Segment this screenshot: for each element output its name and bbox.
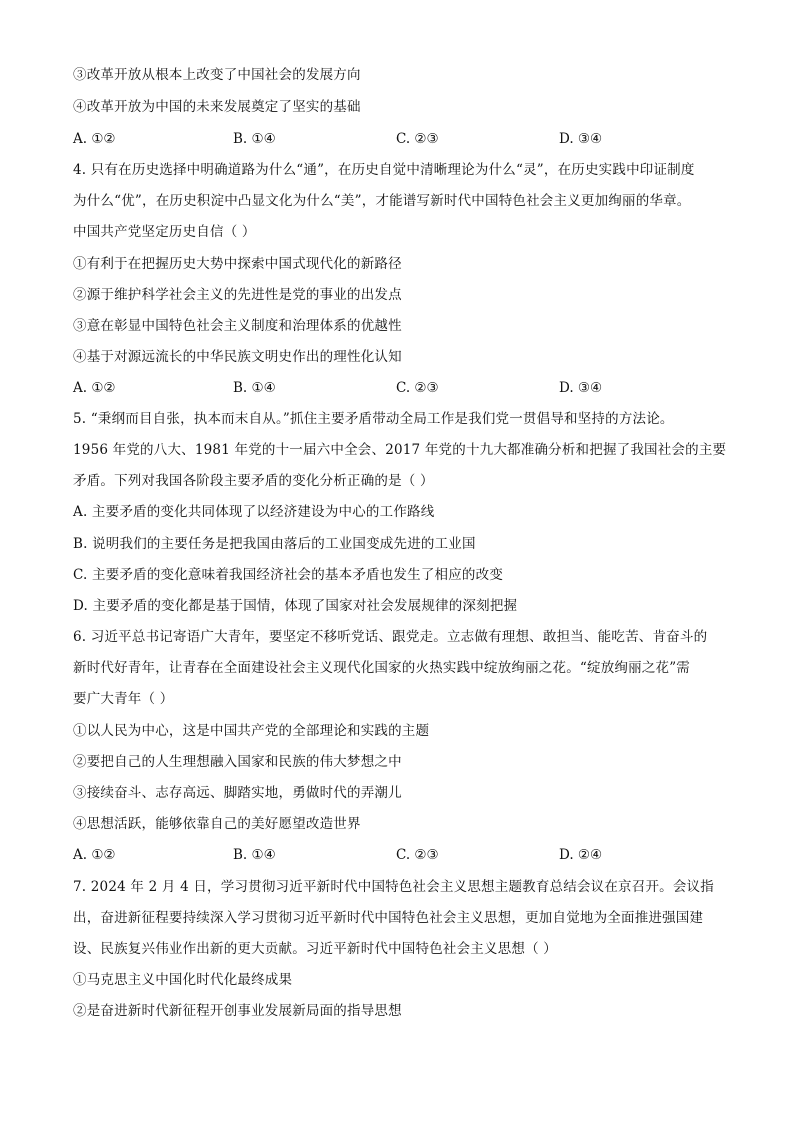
q4-stem-line-3: 中国共产党坚定历史自信（ ） bbox=[73, 224, 256, 240]
q5-option-c: C. 主要矛盾的变化意味着我国经济社会的基本矛盾也发生了相应的改变 bbox=[73, 567, 504, 583]
q3-option-b: B. ①④ bbox=[233, 131, 276, 147]
q6-stem-line-3: 要广大青年（ ） bbox=[73, 691, 174, 707]
q5-option-b: B. 说明我们的主要任务是把我国由落后的工业国变成先进的工业国 bbox=[73, 536, 476, 552]
q6-option-a: A. ①② bbox=[73, 847, 116, 863]
q6-statement-3: ③接续奋斗、志存高远、脚踏实地，勇做时代的弄潮儿 bbox=[73, 785, 402, 801]
q3-option-a: A. ①② bbox=[73, 131, 116, 147]
q4-statement-4: ④基于对源远流长的中华民族文明史作出的理性化认知 bbox=[73, 349, 402, 365]
q4-option-d: D. ③④ bbox=[559, 380, 603, 396]
q6-statement-4: ④思想活跃，能够依靠自己的美好愿望改造世界 bbox=[73, 816, 361, 832]
q4-statement-2: ②源于维护科学社会主义的先进性是党的事业的出发点 bbox=[73, 287, 402, 303]
q3-option-c: C. ②③ bbox=[396, 131, 439, 147]
q6-stem-line-2: 新时代好青年，让青春在全面建设社会主义现代化国家的火热实践中绽放绚丽之花。“绽放绚丽之花”需 bbox=[73, 660, 691, 676]
q4-stem-line-2: 为什么“优”，在历史积淀中凸显文化为什么“美”，才能谱写新时代中国特色社会主义更加绚丽的华章。 bbox=[73, 193, 691, 209]
q6-options bbox=[73, 845, 723, 865]
q6-option-c: C. ②③ bbox=[396, 847, 439, 863]
q3-options bbox=[73, 129, 723, 149]
q7-statement-1: ①马克思主义中国化时代化最终成果 bbox=[73, 972, 293, 988]
q5-option-d: D. 主要矛盾的变化都是基于国情，体现了国家对社会发展规律的深刻把握 bbox=[73, 598, 518, 614]
q6-statement-2: ②要把自己的人生理想融入国家和民族的伟大梦想之中 bbox=[73, 754, 402, 770]
q4-option-b: B. ①④ bbox=[233, 380, 276, 396]
q7-stem-line-2: 出，奋进新征程要持续深入学习贯彻习近平新时代中国特色社会主义思想，更加自觉地为全面推进强国建 bbox=[73, 910, 704, 926]
q4-option-a: A. ①② bbox=[73, 380, 116, 396]
q6-stem-line-1: 6. 习近平总书记寄语广大青年，要坚定不移听党话、跟党走。立志做有理想、敢担当、能吃苦、肯奋斗的 bbox=[73, 629, 708, 645]
q5-stem-line-2: 1956 年党的八大、1981 年党的十一届六中全会、2017 年党的十九大都准确分析和把握了我国社会的主要 bbox=[73, 442, 727, 458]
q6-option-d: D. ②④ bbox=[559, 847, 603, 863]
q6-statement-1: ①以人民为中心，这是中国共产党的全部理论和实践的主题 bbox=[73, 723, 430, 739]
q4-options bbox=[73, 378, 723, 398]
q5-option-a: A. 主要矛盾的变化共同体现了以经济建设为中心的工作路线 bbox=[73, 504, 435, 520]
q7-stem-line-3: 设、民族复兴伟业作出新的更大贡献。习近平新时代中国特色社会主义思想（ ） bbox=[73, 941, 557, 957]
q6-option-b: B. ①④ bbox=[233, 847, 276, 863]
q4-statement-1: ①有利于在把握历史大势中探索中国式现代化的新路径 bbox=[73, 256, 402, 272]
q4-option-c: C. ②③ bbox=[396, 380, 439, 396]
q4-statement-3: ③意在彰显中国特色社会主义制度和治理体系的优越性 bbox=[73, 318, 402, 334]
q7-statement-2: ②是奋进新时代新征程开创事业发展新局面的指导思想 bbox=[73, 1003, 402, 1019]
q5-stem-line-3: 矛盾。下列对我国各阶段主要矛盾的变化分析正确的是（ ） bbox=[73, 473, 434, 489]
q3-statement-4: ④改革开放为中国的未来发展奠定了坚实的基础 bbox=[73, 99, 361, 115]
q3-option-d: D. ③④ bbox=[559, 131, 603, 147]
q7-stem-line-1: 7. 2024 年 2 月 4 日，学习贯彻习近平新时代中国特色社会主义思想主题教育总结会议在京召开。会议指 bbox=[73, 879, 714, 895]
q4-stem-line-1: 4. 只有在历史选择中明确道路为什么“通”，在历史自觉中清晰理论为什么“灵”，在历史实践中印证制度 bbox=[73, 162, 695, 178]
q5-stem-line-1: 5. “秉纲而目自张，执本而末自从。”抓住主要矛盾带动全局工作是我们党一贯倡导和坚持的方法论。 bbox=[73, 411, 674, 427]
q3-statement-3: ③改革开放从根本上改变了中国社会的发展方向 bbox=[73, 67, 361, 83]
